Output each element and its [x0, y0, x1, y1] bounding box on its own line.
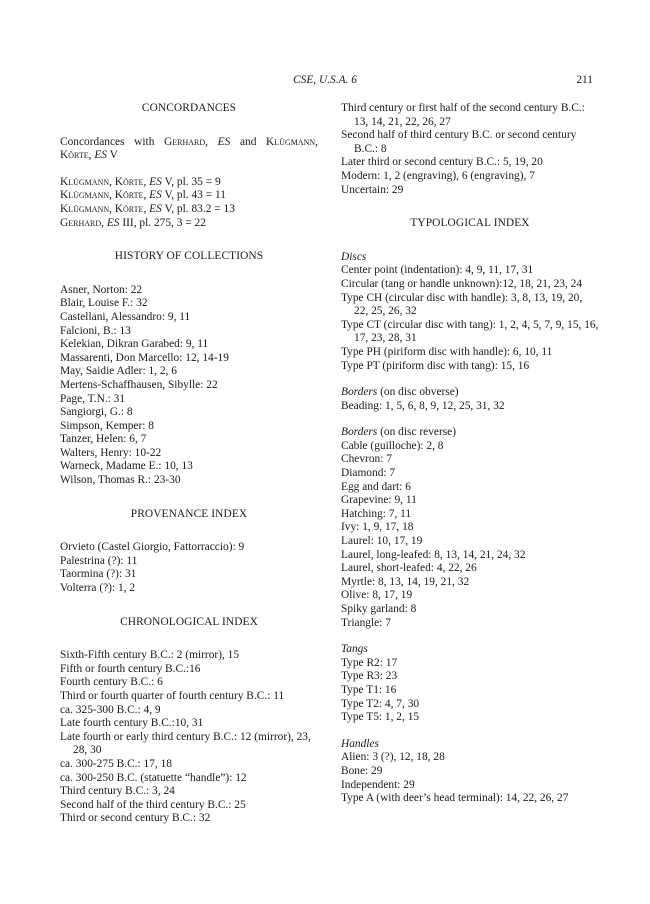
- list-item: Third century B.C.: 3, 24: [60, 785, 175, 798]
- list-item: Spiky garland: 8: [341, 603, 417, 615]
- list-item: Modern: 1, 2 (engraving), 6 (engraving), 7: [341, 169, 535, 182]
- typological-section: [341, 217, 599, 806]
- tangs-group: [341, 643, 599, 725]
- typological-heading: TYPOLOGICAL INDEX: [410, 217, 530, 230]
- list-item: Orvieto (Castel Giorgio, Fattorraccio): 9: [60, 541, 245, 554]
- list-item: Myrtle: 8, 13, 14, 19, 21, 32: [341, 575, 470, 588]
- list-item: Sangiorgi, G.: 8: [60, 406, 133, 419]
- list-item: Beading: 1, 5, 6, 8, 9, 12, 25, 31, 32: [341, 399, 505, 412]
- list-item: Sixth-Fifth century B.C.: 2 (mirror), 15: [60, 649, 240, 662]
- list-item: Mertens-Schaffhausen, Sibylle: 22: [60, 378, 218, 391]
- list-item: Grapevine: 9, 11: [341, 494, 417, 507]
- concordance-entry: Klügmann, Körte, ES V, pl. 35 = 9: [60, 175, 221, 188]
- list-item: Type CT (circular disc with tang): 1, 2, 4, 5, 7, 9, 15, 16, 17, 23, 28, 31: [341, 318, 599, 345]
- list-item: Type T1: 16: [341, 683, 397, 696]
- subsection-title: Tangs: [341, 643, 368, 656]
- running-title: CSE, U.S.A. 6: [293, 74, 357, 86]
- history-heading: HISTORY OF COLLECTIONS: [114, 250, 264, 263]
- list-item: Kelekian, Dikran Garabed: 9, 11: [60, 338, 209, 351]
- list-item: Warneck, Madame E.: 10, 13: [60, 460, 193, 473]
- provenance-section: [60, 508, 318, 596]
- list-item: Circular (tang or handle unknown):12, 18, 21, 23, 24: [341, 277, 583, 290]
- list-item: ca. 300-275 B.C.: 17, 18: [60, 757, 172, 770]
- list-item: Egg and dart: 6: [341, 480, 411, 493]
- list-item: Page, T.N.: 31: [60, 392, 126, 405]
- concordance-entry: Gerhard, ES III, pl. 275, 3 = 22: [60, 216, 206, 229]
- list-item: Late fourth or early third century B.C.: 12 (mirror), 23, 28, 30: [60, 730, 311, 757]
- list-item: Type T2: 4, 7, 30: [341, 697, 420, 710]
- provenance-heading: PROVENANCE INDEX: [130, 507, 248, 520]
- list-item: Hatching: 7, 11: [341, 507, 412, 520]
- chronological-section: [60, 616, 318, 826]
- list-item: Chevron: 7: [341, 453, 392, 466]
- list-item: Late fourth century B.C.:10, 31: [60, 717, 204, 730]
- list-item: Type CH (circular disc with handle): 3, 8, 13, 19, 20, 22, 25, 26, 32: [341, 291, 583, 318]
- list-item: Triangle: 7: [341, 616, 391, 629]
- list-item: ca. 300-250 B.C. (statuette “handle”): 12: [60, 771, 247, 784]
- list-item: Wilson, Thomas R.: 23-30: [60, 474, 181, 487]
- subsection-title: Borders (on disc reverse): [341, 426, 457, 439]
- list-item: Tanzer, Helen: 6, 7: [60, 433, 147, 446]
- list-item: Castellani, Alessandro: 9, 11: [60, 310, 191, 323]
- list-item: Asner, Norton: 22: [60, 283, 143, 296]
- handles-group: [341, 738, 599, 806]
- concordance-entry: Klügmann, Körte, ES V, pl. 43 = 11: [60, 189, 226, 202]
- concordances-heading: CONCORDANCES: [141, 102, 237, 114]
- list-item: Third or second century B.C.: 32: [60, 812, 211, 825]
- list-item: Type PH (piriform disc with handle): 6, 10, 11: [341, 345, 553, 358]
- list-item: Simpson, Kemper: 8: [60, 419, 154, 432]
- list-item: ca. 325-300 B.C.: 4, 9: [60, 703, 161, 716]
- list-item: Fifth or fourth century B.C.:16: [60, 662, 201, 675]
- page-number: 211: [576, 74, 593, 86]
- left-column: [60, 102, 318, 826]
- list-item: Laurel: 10, 17, 19: [341, 535, 423, 548]
- provenance-list: [60, 541, 318, 595]
- list-item: Diamond: 7: [341, 467, 396, 480]
- list-item: Alien: 3 (?), 12, 18, 28: [341, 751, 445, 764]
- subsection-title: Handles: [341, 737, 379, 750]
- list-item: Uncertain: 29: [341, 183, 404, 196]
- list-item: Olive: 8, 17, 19: [341, 589, 413, 602]
- list-item: Cable (guilloche): 2, 8: [341, 439, 444, 452]
- list-item: Type R3: 23: [341, 670, 398, 683]
- list-item: Ivy: 1, 9, 17, 18: [341, 521, 414, 534]
- concordance-entry: Klügmann, Körte, ES V, pl. 83.2 = 13: [60, 202, 235, 215]
- chronological-continued: [341, 102, 599, 197]
- list-item: Blair, Louise F.: 32: [60, 297, 148, 310]
- list-item: Third century or first half of the second century B.C.: 13, 14, 21, 22, 26, 27: [341, 102, 585, 128]
- concordances-list: [60, 176, 318, 230]
- list-item: Laurel, long-leafed: 8, 13, 14, 21, 24, 32: [341, 548, 526, 561]
- concordances-section: [60, 102, 318, 230]
- list-item: Second half of the third century B.C.: 25: [60, 798, 246, 811]
- running-head: [0, 74, 650, 90]
- list-item: Bone: 29: [341, 764, 383, 777]
- chronological-list: [60, 649, 318, 826]
- list-item: Laurel, short-leafed: 4, 22, 26: [341, 562, 477, 575]
- list-item: Type PT (piriform disc with tang): 15, 16: [341, 359, 530, 372]
- list-item: Third or fourth quarter of fourth century B.C.: 11: [60, 690, 285, 702]
- list-item: Center point (indentation): 4, 9, 11, 17, 31: [341, 264, 534, 277]
- list-item: Type A (with deer’s head terminal): 14, 22, 26, 27: [341, 792, 569, 805]
- history-list: [60, 284, 318, 488]
- list-item: Type T5: 1, 2, 15: [341, 711, 420, 724]
- borders-reverse-group: [341, 426, 599, 630]
- list-item: May, Saidie Adler: 1, 2, 6: [60, 365, 177, 378]
- list-item: Walters, Henry: 10-22: [60, 446, 162, 459]
- list-item: Taormina (?): 31: [60, 568, 137, 581]
- subsection-title: Borders (on disc obverse): [341, 386, 459, 399]
- list-item: Type R2: 17: [341, 656, 398, 669]
- list-item: Independent: 29: [341, 778, 415, 791]
- history-section: [60, 250, 318, 488]
- chronological-heading: CHRONOLOGICAL INDEX: [120, 615, 258, 628]
- list-item: Second half of third century B.C. or second century B.C.: 8: [341, 129, 577, 155]
- list-item: Fourth century B.C.: 6: [60, 676, 163, 689]
- list-item: Massarenti, Don Marcello: 12, 14-19: [60, 351, 229, 364]
- list-item: Volterra (?): 1, 2: [60, 582, 136, 595]
- list-item: Palestrina (?): 11: [60, 554, 138, 567]
- concordances-intro: Concordances with Gerhard, ES and Klügmann, Körte, ES V: [60, 135, 318, 162]
- list-item: Later third or second century B.C.: 5, 19, 20: [341, 156, 543, 169]
- right-column: [341, 102, 599, 806]
- subsection-title: Discs: [341, 250, 367, 263]
- discs-group: [341, 251, 599, 373]
- list-item: Falcioni, B.: 13: [60, 324, 131, 337]
- borders-obverse-group: [341, 386, 599, 413]
